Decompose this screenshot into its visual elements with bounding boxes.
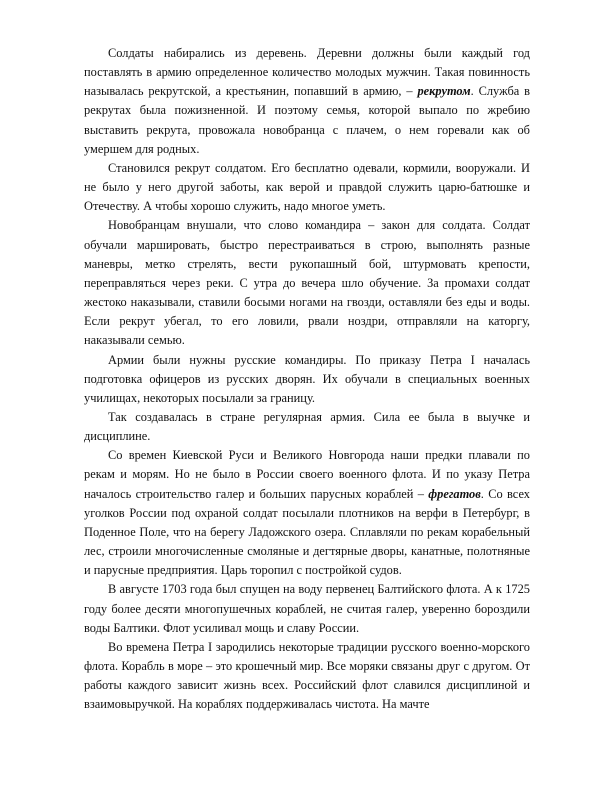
paragraph-text: Солдаты набирались из деревень. Деревни должны были каждый год поставлять в армию определенное количество молодых мужчин. Такая повинность называлась рекрутской, а крестьянин, попавший в армию, – [84, 46, 530, 99]
paragraph-regular-army [84, 408, 530, 446]
paragraph-recruits [84, 44, 530, 159]
paragraph-training [84, 216, 530, 350]
paragraph-soldier-life [84, 159, 530, 216]
paragraph-fleet-building [84, 446, 530, 580]
paragraph-text: . Служба в рекрутах была пожизненной. И поэтому семья, которой выпало по жребию выставить рекрута, провожала новобранца с плачем, о нем горевали как об умершем для родных. [84, 84, 530, 156]
term-fregat: фрегатов [428, 486, 481, 501]
paragraph-text: Во времена Петра I зародились некоторые традиции русского военно-морского флота. Корабль в море – это крошечный мир. Все моряки связаны друг с другом. От работы каждого зависит жизнь всех. Российский флот славился дисциплиной и взаимовыручкой. На кораблях поддерживалась чистота. На мачте [84, 639, 530, 712]
paragraph-text: Со времен Киевской Руси и Великого Новгорода наши предки плавали по рекам и морям. Но не было в России своего военного флота. И по указу Петра началось строительство галер и больших парусных кораблей – [84, 448, 530, 501]
paragraph-text: Так создавалась в стране регулярная армия. Сила ее была в выучке и дисциплине. [84, 409, 530, 444]
paragraph-baltic-fleet [84, 580, 530, 637]
paragraph-naval-traditions [84, 638, 530, 715]
paragraph-text: Армии были нужны русские командиры. По приказу Петра I началась подготовка офицеров из русских дворян. Их обучали в специальных военных училищах, некоторых посылали за границу. [84, 352, 530, 405]
paragraph-text: Становился рекрут солдатом. Его бесплатно одевали, кормили, вооружали. И не было у него другой заботы, как верой и правдой служить царю-батюшке и Отечеству. А чтобы хорошо служить, надо многое уметь. [84, 160, 530, 214]
paragraph-text: Новобранцам внушали, что слово командира – закон для солдата. Солдат обучали маршировать, быстро перестраиваться в строю, выполнять разные маневры, метко стрелять, вести рукопашный бой, штурмовать крепости, переправляться через реки. С утра до вечера шло обучение. За промахи солдат жестоко наказывали, ставили босыми ногами на гвозди, оставляли без еды и воды. Если рекрут убегал, то его ловили, рвали ноздри, отправляли на каторгу, наказывали семью. [84, 218, 530, 348]
paragraph-text: . Со всех уголков России под охраной солдат посылали плотников на верфи в Петербург, в Поденное Поле, что на берегу Ладожского озера. Сплавляли по рекам корабельный лес, строили многочисленные смоляные и дегтярные дворы, канатные, полотняные и парусные предприятия. Царь торопил с постройкой судов. [84, 486, 530, 578]
document-page [84, 44, 530, 714]
term-rekrut: рекрутом [417, 84, 471, 99]
paragraph-text: В августе 1703 года был спущен на воду первенец Балтийского флота. А к 1725 году более десяти многопушечных кораблей, не считая галер, уверенно бороздили воды Балтики. Флот усиливал мощь и славу России. [84, 582, 530, 635]
paragraph-officers [84, 351, 530, 408]
